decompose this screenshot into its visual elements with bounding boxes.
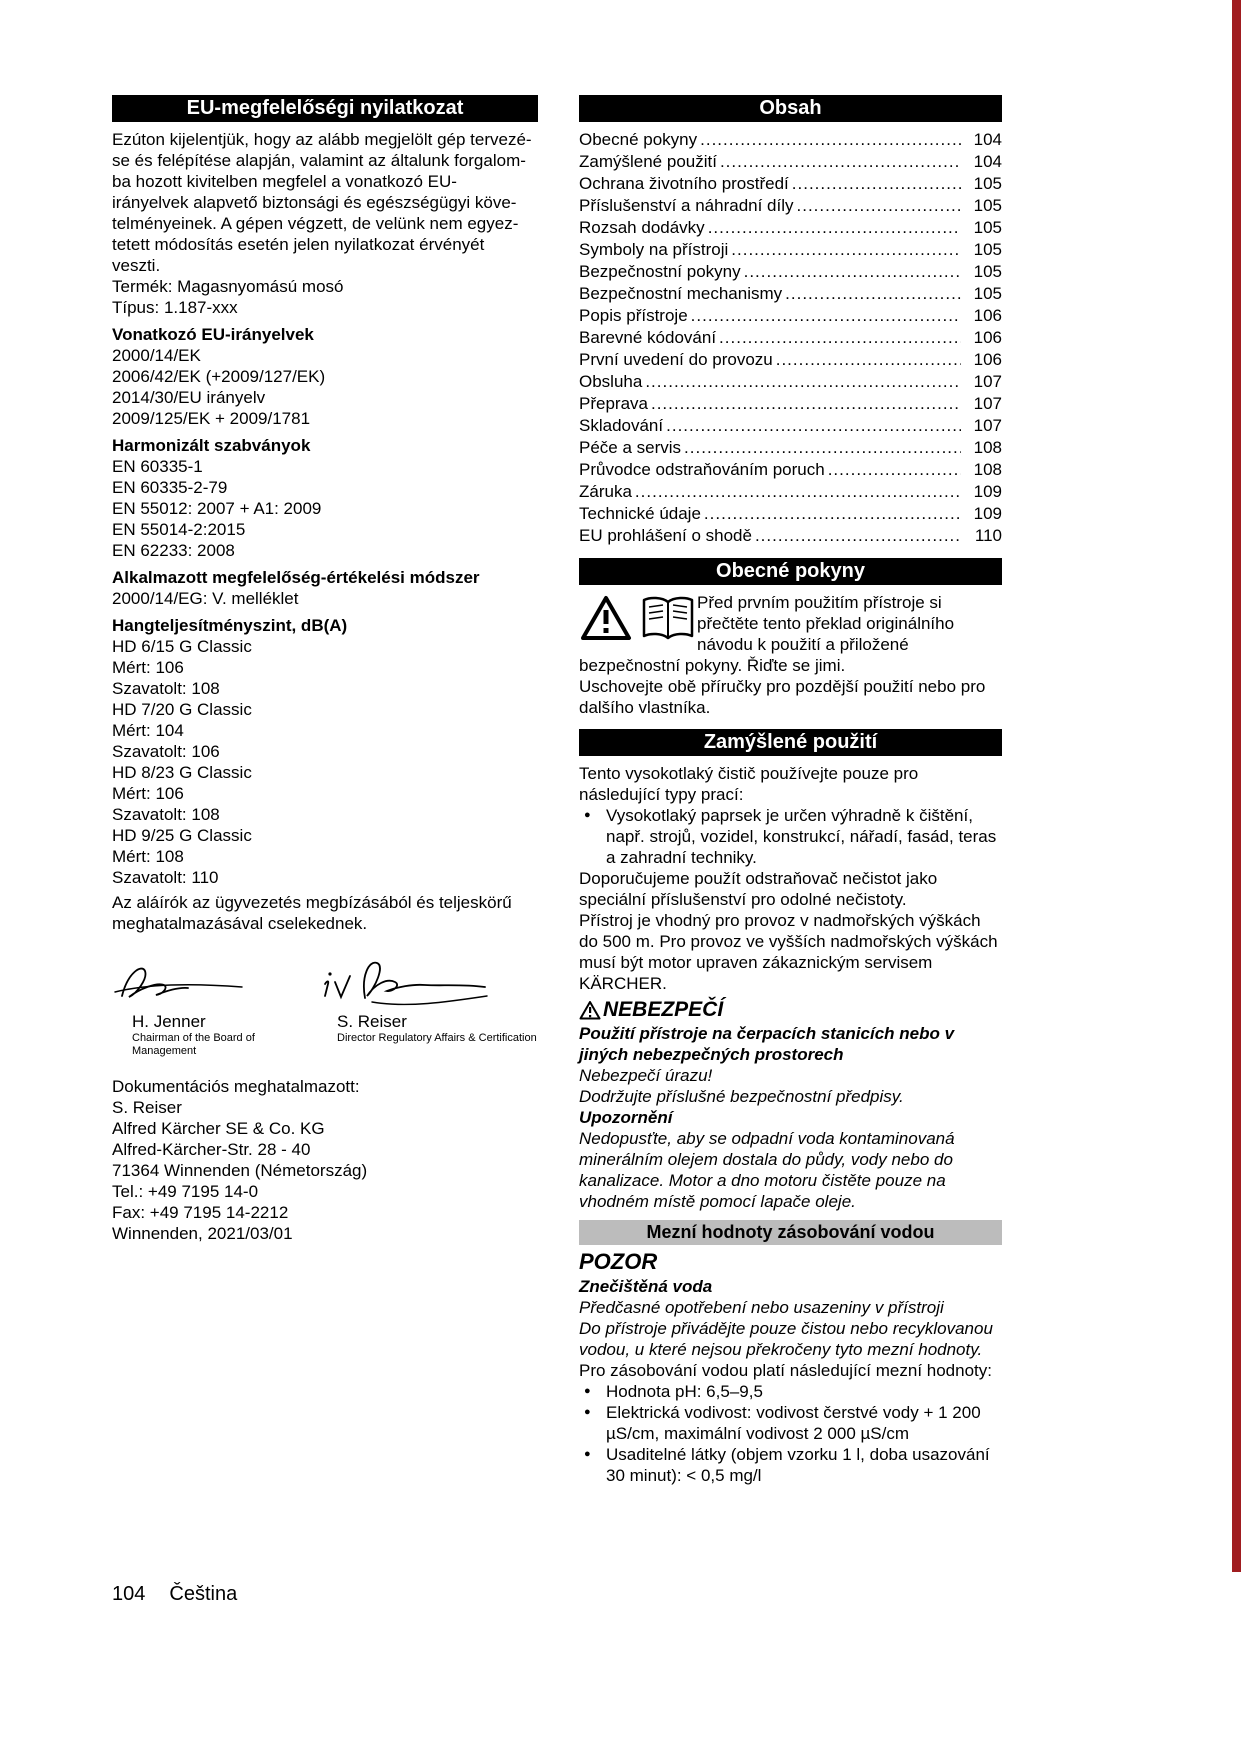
signer-name: H. Jenner [132, 1012, 206, 1031]
intended-use-bullet-text: Vysokotlaký paprsek je určen výhradně k čištění, např. strojů, vozidel, konstrukcí, nářadí, fasád, teras a zahradní techniky. [606, 806, 997, 867]
bullet-icon: ● [584, 1448, 591, 1460]
toc-title: Obsah [759, 97, 822, 119]
toc-leader-dots [720, 151, 961, 173]
toc-leader-dots [666, 415, 961, 437]
toc-leader-dots [719, 327, 961, 349]
toc-entry-label[interactable]: Přeprava [579, 394, 648, 413]
directive-line: 2014/30/EU irányelv [112, 388, 266, 407]
sound-level-line: Mért: 108 [112, 847, 184, 866]
caution-line2: Do přístroje přivádějte pouze čistou nebo recyklovanou vodou, u které nejsou překročeny tyto mezní hodnoty. [579, 1319, 993, 1359]
toc-entry-label[interactable]: Ochrana životního prostředí [579, 174, 789, 193]
standard-line: EN 62233: 2008 [112, 541, 235, 560]
toc-entry[interactable] [579, 349, 1002, 371]
right-column [579, 95, 1002, 1486]
toc-entry[interactable] [579, 393, 1002, 415]
toc-entry[interactable] [579, 283, 1002, 305]
note-title: Upozornění [579, 1108, 673, 1127]
sound-level-line: Mért: 104 [112, 721, 184, 740]
toc-entry-page-number: 104 [973, 130, 1002, 149]
danger-line2: Dodržujte příslušné bezpečnostní předpisy. [579, 1087, 904, 1106]
toc-entry[interactable] [579, 525, 1002, 547]
toc-leader-dots [785, 283, 961, 305]
note-text: Nedopusťte, aby se odpadní voda kontaminovaná minerálním olejem dostala do půdy, vody nebo do kanalizace. Motor a dno motoru čistěte pouze na vhodném místě pomocí lapače oleje. [579, 1129, 955, 1211]
toc-leader-dots [828, 459, 961, 481]
toc-entry-label[interactable]: Zamýšlené použití [579, 152, 717, 171]
standard-line: EN 55012: 2007 + A1: 2009 [112, 499, 322, 518]
toc-entry-label[interactable]: Péče a servis [579, 438, 682, 457]
caution-heading: POZOR [579, 1249, 658, 1274]
intro-text-line: Ezúton kijelentjük, hogy az alább megjelölt gép tervezé- [112, 130, 532, 149]
bullet-icon: ● [584, 809, 591, 821]
toc-entry-label[interactable]: Symboly na přístroji [579, 240, 729, 259]
sound-level-line: HD 9/25 G Classic [112, 826, 252, 845]
bullet-icon: ● [584, 1385, 591, 1397]
sound-level-line: Mért: 106 [112, 658, 184, 677]
toc-entry[interactable] [579, 481, 1002, 503]
eu-declaration-title: EU-megfelelőségi nyilatkozat [186, 97, 464, 119]
general-intro-text: Před prvním použitím přístroje si přečtěte tento překlad originálního návodu k použití a přiložené bezpečnostní pokyny. Řiďte se jimi. [579, 593, 955, 675]
documentation-line: Winnenden, 2021/03/01 [112, 1224, 293, 1243]
toc-entry[interactable] [579, 459, 1002, 481]
signer-title: Chairman of the Board of Management [132, 1032, 255, 1057]
signer-title: Director Regulatory Affairs & Certification [337, 1032, 537, 1044]
signer-name: S. Reiser [337, 1012, 407, 1031]
toc-entry-label[interactable]: Obecné pokyny [579, 130, 698, 149]
toc-entry-page-number: 105 [973, 174, 1002, 193]
signatures-block [112, 958, 538, 1058]
product-info [112, 276, 538, 318]
documentation-line: Alfred Kärcher SE & Co. KG [112, 1119, 325, 1138]
warning-triangle-icon [579, 1000, 601, 1020]
toc-entry[interactable] [579, 415, 1002, 437]
toc-entry-page-number: 107 [973, 372, 1002, 391]
documentation-line: S. Reiser [112, 1098, 182, 1117]
toc-leader-dots [645, 371, 961, 393]
sound-level-line: Mért: 106 [112, 784, 184, 803]
toc-entry-label[interactable]: Bezpečnostní pokyny [579, 262, 741, 281]
toc-leader-dots [792, 173, 961, 195]
toc-entry-page-number: 105 [973, 284, 1002, 303]
caution-line1: Předčasné opotřebení nebo usazeniny v přístroji [579, 1298, 944, 1317]
toc-leader-dots [684, 437, 961, 459]
toc-entry[interactable] [579, 239, 1002, 261]
eu-declaration-header [112, 95, 538, 122]
toc-entry-page-number: 105 [973, 218, 1002, 237]
bullet-icon: ● [584, 1406, 591, 1418]
limits-bullet-list [579, 1381, 1002, 1486]
toc-entry-page-number: 107 [973, 416, 1002, 435]
conformity-line: 2000/14/EG: V. melléklet [112, 589, 299, 608]
toc-leader-dots [731, 239, 961, 261]
limits-intro: Pro zásobování vodou platí následující mezní hodnoty: [579, 1361, 992, 1380]
signatory-note: Az aláírók az ügyvezetés megbízásából és teljeskörű meghatalmazásával cselekednek. [112, 893, 512, 933]
toc-entry-label[interactable]: Záruka [579, 482, 632, 501]
limit-bullet-item [579, 1402, 1002, 1444]
product-text-line: Típus: 1.187-xxx [112, 298, 238, 317]
directive-line: 2009/125/EK + 2009/1781 [112, 409, 311, 428]
sound-level-line: HD 7/20 G Classic [112, 700, 252, 719]
directive-line: 2000/14/EK [112, 346, 201, 365]
sound-level-line: Szavatolt: 108 [112, 679, 220, 698]
footer-language-label: Čeština [169, 1583, 238, 1605]
toc-leader-dots [744, 261, 961, 283]
standard-line: EN 60335-2-79 [112, 478, 228, 497]
toc-leader-dots [704, 503, 961, 525]
limit-bullet-text: Elektrická vodivost: vodivost čerstvé vody + 1 200 µS/cm, maximální vodivost 2 000 µS/cm [606, 1403, 981, 1443]
toc-leader-dots [691, 305, 961, 327]
water-limits-header [579, 1220, 1002, 1245]
sound-level-line: HD 8/23 G Classic [112, 763, 252, 782]
sound-level-line: Szavatolt: 106 [112, 742, 220, 761]
toc-entry-label[interactable]: Obsluha [579, 372, 643, 391]
toc-leader-dots [635, 481, 961, 503]
danger-title: NEBEZPEČÍ [603, 998, 724, 1021]
toc-entry-label[interactable]: Skladování [579, 416, 664, 435]
sound-level-list [112, 636, 538, 888]
documentation-line: 71364 Winnenden (Németország) [112, 1161, 368, 1180]
toc-entry[interactable] [579, 437, 1002, 459]
general-keep-text: Uschovejte obě příručky pro pozdější použití nebo pro dalšího vlastníka. [579, 677, 986, 717]
intro-text-line: tetett módosítás esetén jelen nyilatkozat érvényét [112, 235, 485, 254]
eu-declaration-intro [112, 129, 538, 276]
toc-entry-page-number: 105 [973, 262, 1002, 281]
toc-entry-page-number: 110 [974, 526, 1002, 545]
toc-entry-label[interactable]: Barevné kódování [579, 328, 717, 347]
standards-heading: Harmonizált szabványok [112, 436, 311, 455]
signature-reiser [317, 958, 537, 1058]
toc-entry-label[interactable]: EU prohlášení o shodě [579, 526, 752, 545]
general-notes-icons [579, 592, 697, 654]
toc-entry-page-number: 106 [973, 306, 1002, 325]
water-limits-title: Mezní hodnoty zásobování vodou [646, 1222, 935, 1242]
intro-text-line: se és felépítése alapján, valamint az általunk forgalom- [112, 151, 526, 170]
toc-entry[interactable] [579, 327, 1002, 349]
limit-bullet-item [579, 1381, 1002, 1402]
limit-bullet-text: Usaditelné látky (objem vzorku 1 l, doba usazování 30 minut): < 0,5 mg/l [606, 1445, 990, 1485]
toc-entry-page-number: 108 [973, 460, 1002, 479]
intro-text-line: ba hozott kivitelben megfelel a vonatkozó EU- [112, 172, 457, 191]
intended-use-para2: Doporučujeme použít odstraňovač nečistot jako speciální příslušenství pro odolné nečistoty. [579, 869, 938, 909]
toc-leader-dots [776, 349, 961, 371]
toc-leader-dots [708, 217, 961, 239]
toc-entry-page-number: 104 [973, 152, 1002, 171]
toc-leader-dots [755, 525, 961, 547]
toc-entry[interactable] [579, 261, 1002, 283]
intro-text-line: irányelvek alapvető biztonsági és egészségügyi köve- [112, 193, 517, 212]
toc-entry[interactable] [579, 173, 1002, 195]
toc-entry-label[interactable]: První uvedení do provozu [579, 350, 773, 369]
caution-bold-text: Znečištěná voda [579, 1277, 713, 1296]
toc-entry-page-number: 106 [973, 328, 1002, 347]
documentation-line: Dokumentációs meghatalmazott: [112, 1077, 360, 1096]
standard-line: EN 55014-2:2015 [112, 520, 246, 539]
standard-line: EN 60335-1 [112, 457, 203, 476]
open-book-icon [640, 594, 696, 642]
intended-use-bullet-item [579, 805, 1002, 868]
toc-entry[interactable] [579, 129, 1002, 151]
general-notes-title: Obecné pokyny [716, 560, 865, 582]
intro-text-line: veszti. [112, 256, 161, 275]
toc-entry-page-number: 109 [973, 504, 1002, 523]
documentation-line: Fax: +49 7195 14-2212 [112, 1203, 289, 1222]
left-column [112, 95, 538, 1244]
signature-jenner [112, 958, 317, 1058]
toc-entry-label[interactable]: Příslušenství a náhradní díly [579, 196, 794, 215]
toc-entry-label[interactable]: Bezpečnostní mechanismy [579, 284, 783, 303]
warning-triangle-icon [579, 594, 633, 642]
sound-level-line: Szavatolt: 110 [112, 868, 219, 887]
toc-entry-label[interactable]: Rozsah dodávky [579, 218, 705, 237]
toc-entry-label[interactable]: Popis přístroje [579, 306, 688, 325]
product-text-line: Termék: Magasnyomású mosó [112, 277, 344, 296]
standards-list [112, 456, 538, 561]
toc-entry[interactable] [579, 151, 1002, 173]
toc-entry-label[interactable]: Průvodce odstraňováním poruch [579, 460, 825, 479]
intro-text-line: telményeinek. A gépen végzett, de velünk nem egyez- [112, 214, 519, 233]
conformity-heading: Alkalmazott megfelelőség-értékelési módszer [112, 568, 480, 587]
toc-leader-dots [700, 129, 961, 151]
limit-bullet-item [579, 1444, 1002, 1486]
intended-use-intro: Tento vysokotlaký čistič používejte pouze pro následující typy prací: [579, 764, 919, 804]
toc-header [579, 95, 1002, 122]
documentation-line: Alfred-Kärcher-Str. 28 - 40 [112, 1140, 311, 1159]
toc-entry[interactable] [579, 305, 1002, 327]
page-footer [112, 1582, 237, 1606]
toc-leader-dots [651, 393, 961, 415]
limit-bullet-text: Hodnota pH: 6,5–9,5 [606, 1382, 763, 1401]
jenner-handwritten-signature-icon [112, 958, 247, 1010]
toc-entry-page-number: 109 [973, 482, 1002, 501]
danger-heading [579, 996, 1002, 1023]
general-notes-section [579, 592, 1002, 718]
toc-entry[interactable] [579, 217, 1002, 239]
footer-page-number: 104 [112, 1583, 146, 1605]
toc-entry-page-number: 108 [973, 438, 1002, 457]
toc-entry-page-number: 107 [973, 394, 1002, 413]
directives-list [112, 345, 538, 429]
toc-entry[interactable] [579, 371, 1002, 393]
sound-level-line: HD 6/15 G Classic [112, 637, 252, 656]
toc-entry-page-number: 106 [973, 350, 1002, 369]
documentation-contact-block [112, 1076, 538, 1244]
documentation-line: Tel.: +49 7195 14-0 [112, 1182, 259, 1201]
page-edge-red-bar [1232, 0, 1241, 1572]
directives-heading: Vonatkozó EU-irányelvek [112, 325, 314, 344]
intended-use-title: Zamýšlené použití [703, 731, 878, 753]
danger-line1: Nebezpečí úrazu! [579, 1066, 713, 1085]
toc-leader-dots [797, 195, 961, 217]
sound-level-heading: Hangteljesítményszint, dB(A) [112, 616, 348, 635]
toc-entry[interactable] [579, 503, 1002, 525]
directive-line: 2006/42/EK (+2009/127/EK) [112, 367, 326, 386]
table-of-contents [579, 129, 1002, 547]
toc-entry-label[interactable]: Technické údaje [579, 504, 701, 523]
danger-bold-text: Použití přístroje na čerpacích stanicích nebo v jiných nebezpečných prostorech [579, 1024, 955, 1064]
reiser-handwritten-signature-icon [317, 958, 492, 1010]
intended-use-para3: Přístroj je vhodný pro provoz v nadmořských výškách do 500 m. Pro provoz ve vyšších nadmořských výškách musí být motor upraven zákaznickým servisem KÄRCHER. [579, 911, 998, 993]
toc-entry-page-number: 105 [973, 196, 1002, 215]
general-notes-header [579, 558, 1002, 585]
intended-use-header [579, 729, 1002, 756]
sound-level-line: Szavatolt: 108 [112, 805, 220, 824]
toc-entry-page-number: 105 [973, 240, 1002, 259]
toc-entry[interactable] [579, 195, 1002, 217]
